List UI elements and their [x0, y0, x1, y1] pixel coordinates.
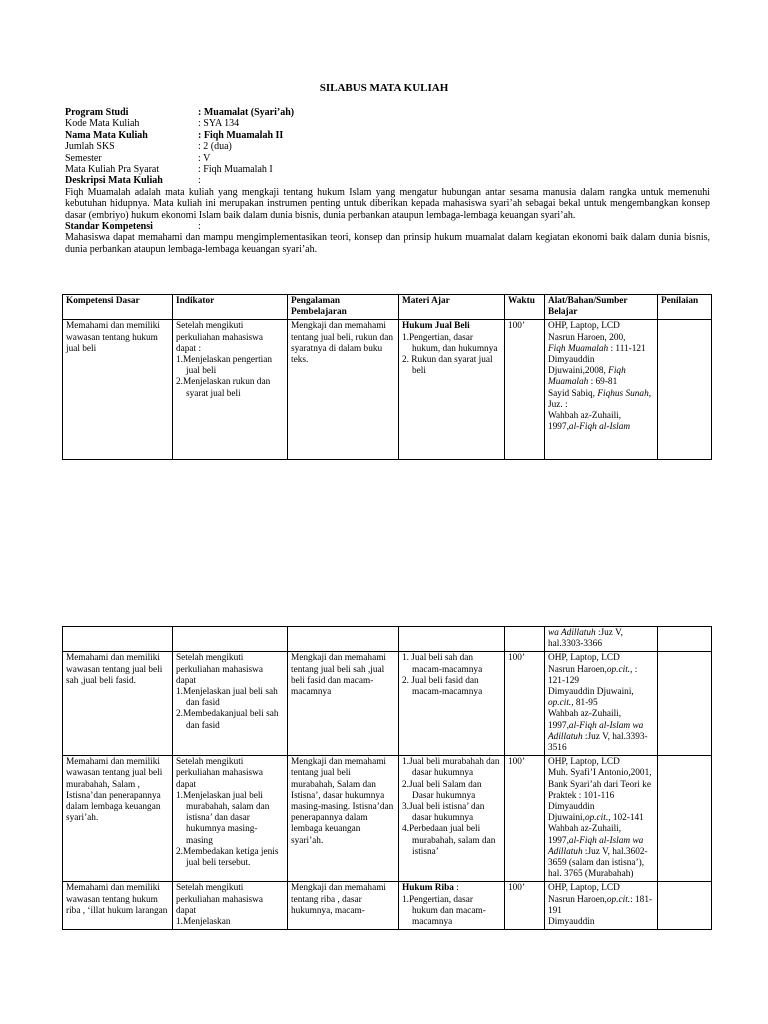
info-value: : V: [198, 152, 211, 164]
page-title: SILABUS MATA KULIAH: [319, 82, 449, 94]
info-row: [65, 118, 710, 129]
indikator-cell: [173, 882, 288, 930]
source-entry: Dimyauddin Djuwaini,2008, Fiqh Muamalah : 69-81: [548, 355, 626, 388]
source-entry: Nasrun Haroen,op.cit., : 121-129: [548, 664, 638, 686]
info-value: : 2 (dua): [198, 141, 232, 153]
deskripsi-text: Fiqh Muamalah adalah mata kuliah yang mengkaji tentang hukum Islam yang mengatur hubungan antar sesama manusia dalam rangka untuk memenuhi kebutuhan hidupnya. Mata kuliah ini merupakan instrumen penting untuk diberikan kepada mahasiswa syari’ah sebagai bekal untuk mengembangkan konsep dasar (embriyo) hukum ekonomi Islam baik dalam dunia bisnis, dunia perbankan ataupun lembaga-lembaga keuangan syari’ah.: [65, 186, 710, 221]
penilaian-cell: [658, 652, 712, 756]
list-item: 1.Menjelaskan: [176, 917, 231, 928]
indikator-list: [176, 355, 284, 400]
waktu-cell: 100’: [505, 882, 545, 930]
sumber-cell: [545, 756, 658, 882]
materi-cell: [399, 627, 505, 652]
list-item: 2.Membedakan ketiga jenis jual beli tersebut.: [176, 846, 279, 869]
table-row: [63, 320, 712, 460]
list-item: 1.Menjelaskan pengertian jual beli: [176, 355, 273, 377]
pengalaman-cell: Mengkaji dan memahami tentang jual beli murabahah, Salam dan Istisna’, dasar hukumnya masing-masing. Istisna’dan penerapannya dalam lembaga keuangan syari’ah.: [288, 756, 399, 882]
course-info: [65, 107, 710, 255]
source-entry: wa Adillatuh :Juz V, hal.3303-3366: [548, 628, 623, 650]
indikator-cell: [173, 756, 288, 882]
materi-list: [402, 757, 501, 858]
source-entry: Nasrun Haroen,op.cit.: 181-191: [548, 894, 653, 916]
info-label: Mata Kuliah Pra Syarat: [65, 164, 160, 176]
sumber-list: [548, 321, 654, 433]
penilaian-cell: [658, 627, 712, 652]
sumber-list: [548, 757, 654, 880]
indikator-intro: Setelah mengikuti perkuliahan mahasiswa dapat: [176, 653, 263, 686]
syllabus-table-2: [62, 626, 712, 930]
source-entry: Muh. Syafi’I Antonio,2001, Bank Syari’ah dari Teori ke Praktek : 101-116: [548, 768, 652, 801]
source-entry: Dimyauddin Djuwaini, op.cit., 81-95: [548, 687, 634, 709]
list-item: 1.Menjelaskan jual beli sah dan fasid: [176, 687, 278, 709]
info-label: Jumlah SKS: [65, 141, 115, 153]
header-materi: Materi Ajar: [399, 295, 505, 320]
list-item: 3.Jual beli istisna’ dan dasar hukumnya: [402, 802, 485, 824]
header-sumber: Alat/Bahan/Sumber Belajar: [545, 295, 658, 320]
materi-cell: [399, 652, 505, 756]
info-label: Semester: [65, 152, 102, 164]
table-row: [63, 652, 712, 756]
source-entry: Nasrun Haroen, 200,: [548, 332, 626, 343]
waktu-cell: 100’: [505, 652, 545, 756]
kompetensi-cell: [63, 627, 173, 652]
deskripsi-colon: :: [198, 175, 201, 187]
pengalaman-cell: Mengkaji dan memahami tentang jual beli sah ,jual beli fasid dan macam-macamnya: [288, 652, 399, 756]
info-rows: [65, 107, 710, 175]
kompetensi-cell: Memahami dan memiliki wawasan tentang hukum jual beli: [63, 320, 173, 460]
sumber-list: [548, 883, 654, 928]
pengalaman-cell: [288, 627, 399, 652]
sumber-list: [548, 628, 654, 650]
sumber-cell: [545, 627, 658, 652]
source-entry: Fiqh Muamalah : 111-121: [548, 343, 646, 354]
list-item: 1. Jual beli sah dan macam-macamnya: [402, 653, 483, 675]
materi-list: [402, 895, 501, 929]
list-item: 2.Jual beli Salam dan Dasar hukumnya: [402, 779, 482, 801]
sumber-list: [548, 653, 654, 754]
sumber-cell: [545, 652, 658, 756]
indikator-list: [176, 917, 284, 928]
table-row: [63, 882, 712, 930]
info-value: : Muamalat (Syari’ah): [198, 107, 295, 118]
deskripsi-label: Deskripsi Mata Kuliah: [65, 175, 163, 187]
indikator-list: [176, 791, 284, 869]
materi-list: [402, 333, 501, 378]
kompetensi-cell: Memahami dan memiliki wawasan tentang hukum riba , ‘illat hukum larangan: [63, 882, 173, 930]
list-item: 1.Menjelaskan jual beli murabahah, salam dan istisna’ dan dasar hukumnya masing-masing: [176, 790, 270, 846]
waktu-cell: 100’: [505, 320, 545, 460]
source-entry: OHP, Laptop, LCD: [548, 757, 620, 768]
syllabus-table-1: [62, 294, 712, 460]
materi-title: Hukum Riba: [402, 883, 454, 894]
sumber-cell: [545, 320, 658, 460]
table-header-row: [63, 295, 712, 320]
info-label: Kode Mata Kuliah: [65, 118, 140, 130]
materi-cell: [399, 320, 505, 460]
deskripsi-heading: [65, 175, 710, 186]
kompetensi-cell: Memahami dan memiliki wawasan tentang jual beli sah ,jual beli fasid.: [63, 652, 173, 756]
info-label: Program Studi: [65, 107, 129, 118]
source-entry: OHP, Laptop, LCD: [548, 653, 620, 664]
penilaian-cell: [658, 320, 712, 460]
indikator-intro: Setelah mengikuti perkuliahan mahasiswa dapat: [176, 757, 263, 790]
list-item: 2.Menjelaskan rukun dan syarat jual beli: [176, 377, 271, 399]
info-value: : Fiqh Muamalah I: [198, 164, 273, 176]
info-row: [65, 107, 710, 118]
list-item: 1.Pengertian, dasar hukum, dan hukumnya: [402, 332, 498, 354]
header-waktu: Waktu: [505, 295, 545, 320]
header-pengalaman: Pengalaman Pembelajaran: [288, 295, 399, 320]
table-row-continued: [63, 627, 712, 652]
source-entry: Dimyauddin: [548, 917, 595, 928]
materi-title: Hukum Jual Beli: [402, 321, 470, 332]
waktu-cell: 100’: [505, 756, 545, 882]
list-item: 2. Rukun dan syarat jual beli: [402, 355, 493, 377]
indikator-cell: [173, 320, 288, 460]
materi-cell: [399, 882, 505, 930]
kompetensi-cell: Memahami dan memiliki wawasan tentang jual beli murabahah, Salam , Istisna’dan penerapannya dalam lembaga keuangan syari’ah.: [63, 756, 173, 882]
list-item: 4.Perbedaan jual beli murabahah, salam dan istisna’: [402, 824, 496, 857]
waktu-cell: [505, 627, 545, 652]
list-item: 1.Pengertian, dasar hukum dan macam-macamnya: [402, 894, 486, 928]
pengalaman-cell: Mengkaji dan memahami tentang riba , dasar hukumnya, macam-: [288, 882, 399, 930]
standar-colon: :: [198, 221, 201, 233]
standar-text: Mahasiswa dapat memahami dan mampu mengimplementasikan teori, konsep dan prinsip hukum muamalat dalam kegiatan ekonomi baik dalam dunia bisnis, dunia perbankan ataupun lembaga-lembaga keuangan syari’ah.: [65, 232, 710, 255]
source-entry: OHP, Laptop, LCD: [548, 321, 620, 332]
penilaian-cell: [658, 756, 712, 882]
list-item: 2. Jual beli fasid dan macam-macamnya: [402, 675, 483, 698]
indikator-intro: Setelah mengikuti perkuliahan mahasiswa dapat: [176, 883, 263, 916]
source-entry: Wahbah az-Zuhaili, 1997,al-Fiqh al-Islam: [548, 411, 631, 433]
info-row: [65, 130, 710, 141]
source-entry: Sayid Sabiq, Fiqhus Sunah, Juz. :: [548, 388, 652, 410]
info-value: : Fiqh Muamalah II: [198, 129, 284, 141]
sumber-cell: [545, 882, 658, 930]
source-entry: Dimyauddin Djuwaini,op.cit., 102-141: [548, 802, 644, 824]
source-entry: Wahbah az-Zuhaili, 1997,al-Fiqh al-Islam wa Adillatuh :Juz V, hal.3602-3659 (salam dan istisna’), hal. 3765 (Murabahah): [548, 824, 648, 880]
table-row: [63, 756, 712, 882]
header-kompetensi: Kompetensi Dasar: [63, 295, 173, 320]
list-item: 2.Membedakanjual beli sah dan fasid: [176, 709, 279, 731]
indikator-cell: [173, 652, 288, 756]
info-label: Nama Mata Kuliah: [65, 129, 148, 141]
indikator-list: [176, 687, 284, 732]
materi-title-suffix: :: [453, 883, 459, 894]
source-entry: Wahbah az-Zuhaili, 1997,al-Fiqh al-Islam wa Adillatuh :Juz V, hal.3393-3516: [548, 709, 648, 754]
pengalaman-cell: Mengkaji dan memahami tentang jual beli, rukun dan syaratnya di dalam buku teks.: [288, 320, 399, 460]
info-row: [65, 141, 710, 152]
materi-list: [402, 653, 501, 698]
standar-heading: [65, 221, 710, 232]
penilaian-cell: [658, 882, 712, 930]
info-row: [65, 164, 710, 175]
source-entry: OHP, Laptop, LCD: [548, 883, 620, 894]
header-penilaian: Penilaian: [658, 295, 712, 320]
materi-cell: [399, 756, 505, 882]
info-row: [65, 153, 710, 164]
header-indikator: Indikator: [173, 295, 288, 320]
standar-label: Standar Kompetensi: [65, 221, 153, 233]
list-item: 1.Jual beli murabahah dan dasar hukumnya: [402, 757, 500, 779]
indikator-intro: Setelah mengikuti perkuliahan mahasiswa dapat :: [176, 321, 263, 354]
info-value: : SYA 134: [198, 118, 240, 130]
indikator-cell: [173, 627, 288, 652]
